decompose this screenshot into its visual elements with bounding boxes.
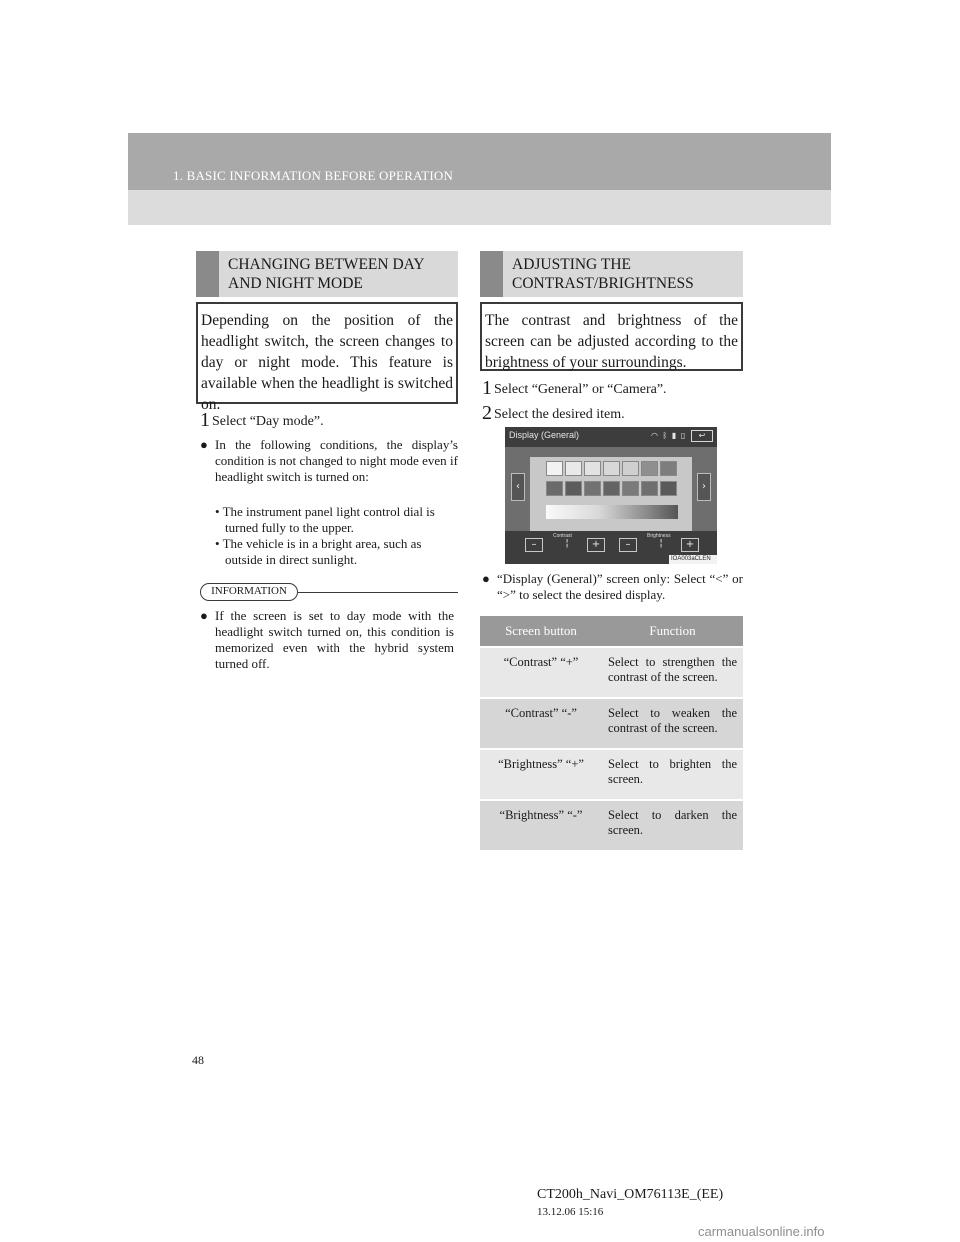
bullet-text: “Display (General)” screen only: Select “<” or “>” to select the desired display. [497,571,743,602]
column-header: Screen button [480,616,602,646]
table-cell: “Contrast” “+” [480,646,602,697]
swatch [660,481,677,496]
step-number: 1 [482,377,492,399]
document-id: CT200h_Navi_OM76113E_(EE) [537,1187,724,1202]
swatch [622,461,639,476]
contrast-minus-button[interactable]: – [525,538,543,552]
swatch [546,481,563,496]
bullet-dot-icon: ● [482,571,490,586]
step-text: Select the desired item. [494,407,625,422]
grayscale-gradient [546,505,678,519]
left-intro: Depending on the position of the headlight switch, the screen changes to day or night mode. This feature is available when the headlight is switched on. [196,302,458,404]
swatch [622,481,639,496]
bullet-text: In the following conditions, the display’s condition is not changed to night mode even if headlight switch is turned on: [215,437,458,484]
brightness-level-indicator: ¦ [659,538,663,549]
table-row [480,748,743,799]
swatch [641,481,658,496]
contrast-plus-button[interactable]: + [587,538,605,552]
right-step-1 [482,376,667,399]
brightness-plus-button[interactable]: + [681,538,699,552]
status-icons [651,431,686,440]
watermark[interactable]: carmanualsonline.info [698,1224,825,1239]
table-row [480,799,743,850]
right-step-2 [482,401,625,424]
header-subband [128,190,831,225]
brightness-minus-button[interactable]: – [619,538,637,552]
right-section-heading [480,251,743,297]
screen-button-table [480,616,743,850]
section-title: 1. BASIC INFORMATION BEFORE OPERATION [173,168,454,183]
right-intro: The contrast and brightness of the screen can be adjusted according to the brightness of your surroundings. [480,302,743,371]
right-bullet [482,571,743,603]
step-text: Select “Day mode”. [212,414,324,429]
bullet-dot-icon: ● [200,608,208,623]
wifi-icon: ◠ [651,431,659,440]
back-button[interactable]: ↩ [691,430,713,442]
battery-icon: ▯ [680,431,687,440]
left-sub-list [215,504,458,568]
table-cell: “Brightness” “+” [480,748,602,799]
table-cell: “Contrast” “-” [480,697,602,748]
swatch [565,481,582,496]
table-cell: Select to brighten the screen. [602,748,743,799]
table-cell: Select to darken the screen. [602,799,743,850]
left-section-heading [196,251,458,297]
swatch [603,461,620,476]
next-button[interactable]: › [697,473,711,501]
heading-line-2: CONTRAST/BRIGHTNESS [512,275,694,292]
prev-button[interactable]: ‹ [511,473,525,501]
heading-bar [196,251,219,297]
contrast-label: Contrast [553,533,572,539]
swatch [584,461,601,476]
swatch [584,481,601,496]
table-row [480,697,743,748]
contrast-level-indicator: ¦ [565,538,569,549]
list-item: • The vehicle is in a bright area, such as outside in direct sunlight. [215,536,422,567]
bluetooth-icon: ᛒ [662,431,669,440]
table-cell: “Brightness” “-” [480,799,602,850]
info-text: If the screen is set to day mode with the headlight switch turned on, this condition is memorized even with the hybrid system turned off. [215,608,454,671]
swatch [641,461,658,476]
step-number: 2 [482,402,492,424]
print-stamp: 13.12.06 15:16 [537,1206,604,1218]
brightness-label: Brightness [647,533,671,539]
table-header-row [480,616,743,646]
screen-title: Display (General) [509,430,580,440]
information-label: INFORMATION [200,583,298,601]
swatch [565,461,582,476]
left-step-1 [200,408,324,431]
step-text: Select “General” or “Camera”. [494,382,667,397]
heading-bar [480,251,503,297]
table-row [480,646,743,697]
table-cell: Select to weaken the contrast of the screen. [602,697,743,748]
swatch [546,461,563,476]
display-screenshot [505,427,717,564]
info-bullet [200,608,454,672]
signal-icon: ▮ [671,431,678,440]
left-bullet [200,437,458,485]
bullet-dot-icon: ● [200,437,208,452]
table-cell: Select to strengthen the contrast of the screen. [602,646,743,697]
image-tag: IOA003aCLEN [669,555,717,564]
step-number: 1 [200,409,210,431]
page-number: 48 [192,1053,204,1067]
swatch [603,481,620,496]
list-item: • The instrument panel light control dial is turned fully to the upper. [215,504,435,535]
heading-line-1: ADJUSTING THE [512,256,631,273]
swatch [660,461,677,476]
heading-line-1: CHANGING BETWEEN DAY [228,256,425,273]
test-pattern-panel [530,457,692,539]
information-rule [298,592,458,593]
column-header: Function [602,616,743,646]
heading-line-2: AND NIGHT MODE [228,275,363,292]
